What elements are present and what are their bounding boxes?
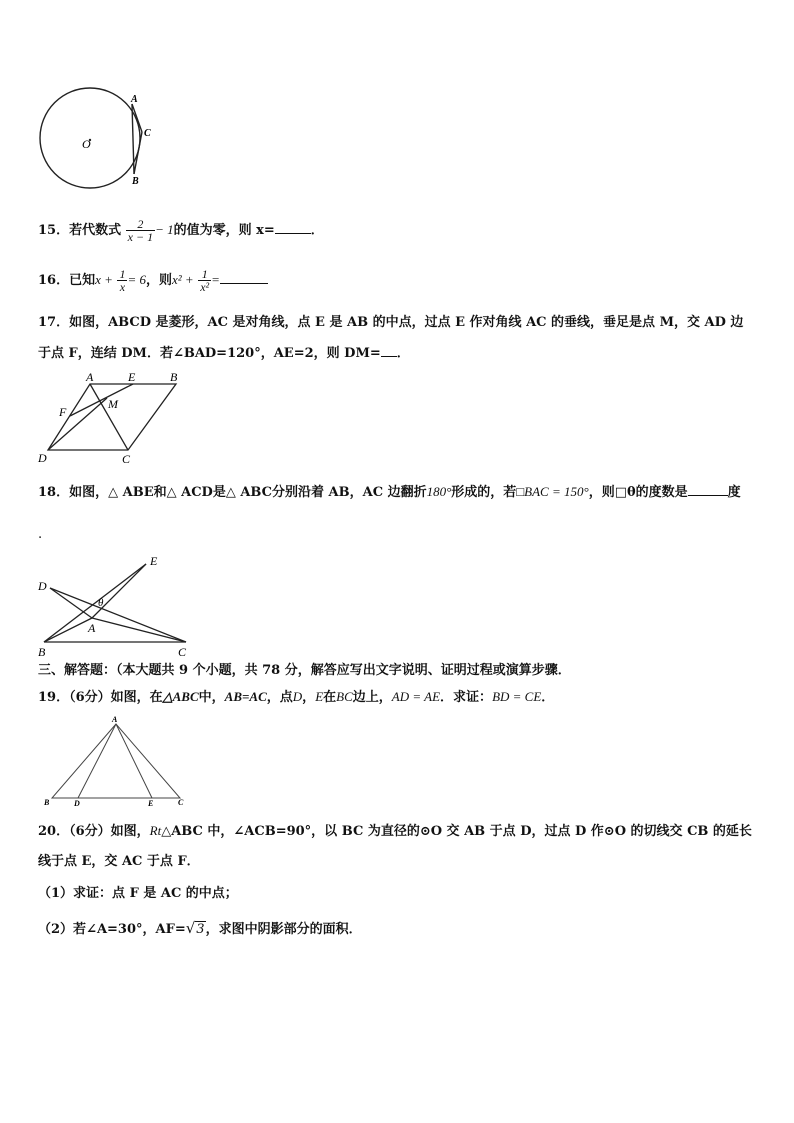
q15-frac-den: x − 1	[127, 230, 154, 244]
q19-mid2: ，点	[266, 690, 293, 705]
q16-frac2-den: x²	[200, 280, 210, 294]
q16-expr1: x +	[95, 272, 113, 287]
label-d: D	[74, 799, 80, 808]
question-16	[38, 268, 268, 293]
q19-end: ．	[541, 690, 555, 705]
q17-line2-pre: 于点 F，连结 DM．若∠BAD=120°，AE=2，则 DM=	[38, 346, 381, 361]
segment-ac	[92, 618, 186, 642]
q15-minus-one: − 1	[155, 222, 174, 237]
label-e: E	[148, 799, 154, 808]
q20-line1	[38, 822, 752, 841]
label-d: D	[38, 579, 47, 593]
rhombus-abcd	[48, 384, 176, 450]
q20-part1: （1）求证：点 F 是 AC 的中点；	[38, 886, 238, 901]
q17-line1: 17．如图，ABCD 是菱形，AC 是对角线，点 E 是 AB 的中点，过点 E 作对角线 AC 的垂线，垂足是点 M，交 AD 边	[38, 315, 744, 330]
figure-isosceles-q19	[40, 714, 190, 810]
q17-line2	[38, 344, 410, 363]
q18-mid2: ，则□θ的度数是	[588, 485, 688, 500]
question-18	[38, 483, 741, 502]
q19-pre: 19．（6分）如图，在	[38, 690, 163, 705]
q16-fraction2	[198, 268, 211, 293]
q19-bc: BC	[336, 689, 353, 704]
label-c: C	[178, 798, 184, 807]
label-a: A	[131, 94, 138, 105]
label-b: B	[44, 798, 50, 807]
label-a: A	[112, 715, 118, 724]
question-19	[38, 688, 554, 707]
q16-pre: 已知	[69, 273, 96, 288]
q19-point-e: E	[315, 689, 324, 704]
figure-folding-q18	[34, 550, 204, 658]
label-c: C	[178, 645, 187, 658]
label-e: E	[150, 554, 158, 568]
q18-answer-blank	[688, 483, 728, 496]
segment-dm	[48, 398, 107, 450]
label-d: D	[38, 451, 47, 465]
q19-point-d: D	[292, 689, 303, 704]
q19-triangle: △ABC	[162, 689, 199, 704]
triangle-abc	[52, 724, 180, 798]
q15-answer-blank	[275, 221, 311, 234]
q18-end: 度	[727, 485, 741, 500]
segment-ae	[92, 564, 146, 618]
segment-ae	[116, 724, 152, 798]
q20-part2-pre: （2）若∠A=30°，AF=	[38, 922, 186, 937]
q17-line2-end: ．	[396, 346, 410, 361]
chord-ac	[132, 104, 142, 132]
label-e: E	[128, 370, 136, 384]
label-c: C	[144, 128, 151, 139]
q15-pre: 若代数式	[69, 223, 122, 238]
q16-frac2-num: 1	[198, 268, 211, 281]
q18-condition: □BAC = 150°	[516, 484, 589, 499]
q15-number: 15．	[38, 223, 70, 238]
figure-circle-q14	[36, 86, 160, 192]
q19-comma: ，	[302, 690, 316, 705]
q17-answer-blank	[381, 344, 397, 357]
q19-mid5: ．求证：	[440, 690, 493, 705]
label-o: O	[82, 137, 91, 151]
sqrt-sign: √	[185, 919, 196, 937]
label-m: M	[108, 397, 118, 411]
q19-cond2: AD = AE	[391, 689, 441, 704]
q19-goal: BD = CE	[492, 689, 542, 704]
q18-angle180: 180°	[426, 484, 452, 499]
q19-cond1: AB=AC	[224, 689, 267, 704]
q20-rt: Rt	[149, 823, 162, 838]
chord-cb	[134, 132, 142, 174]
q16-frac1-num: 1	[119, 267, 126, 281]
q16-number: 16．	[38, 273, 70, 288]
label-b: B	[132, 176, 139, 187]
q18-mid: 形成的，若	[451, 485, 517, 500]
figure-rhombus-q17	[36, 370, 186, 466]
label-b: B	[38, 645, 46, 658]
q18-pre: 18．如图，△ ABE和△ ACD是△ ABC分别沿着 AB，AC 边翻折	[38, 485, 427, 500]
label-a: A	[86, 370, 94, 384]
q16-frac1-den: x	[119, 280, 126, 294]
label-theta: θ	[98, 597, 104, 609]
label-a: A	[88, 621, 96, 635]
q18-dot: .	[38, 527, 43, 542]
segment-da	[50, 588, 92, 618]
q20-line1-pre: 20．（6分）如图，	[38, 824, 150, 839]
label-b: B	[170, 370, 178, 384]
q20-line1-post: △ABC 中，∠ACB=90°，以 BC 为直径的⊙O 交 AB 于点 D，过点 D 作⊙O 的切线交 CB 的延长	[161, 824, 752, 839]
q16-mid: ，则	[145, 273, 172, 288]
q19-mid3: 在	[323, 690, 337, 705]
label-f: F	[59, 405, 67, 419]
q16-eq1: = 6	[127, 272, 146, 287]
q20-part2	[38, 919, 362, 939]
q15-post: 的值为零，则 x=	[173, 223, 275, 238]
q16-fraction1	[117, 268, 127, 293]
label-c: C	[122, 452, 131, 466]
q16-expr2: x² +	[171, 272, 194, 287]
q15-end: ．	[310, 223, 324, 238]
question-15	[38, 218, 324, 243]
q15-fraction	[126, 218, 155, 243]
q16-eq2: =	[211, 272, 220, 287]
diagonal-ac	[90, 384, 128, 450]
q16-answer-blank	[220, 271, 268, 284]
q20-part2-post: ，求图中阴影部分的面积．	[205, 922, 362, 937]
section-3-heading: 三、解答题：（本大题共 9 个小题，共 78 分，解答应写出文字说明、证明过程或演算步骤．	[38, 663, 571, 678]
q15-frac-num: 2	[126, 218, 155, 231]
segment-dc	[50, 588, 186, 642]
q19-mid1: 中，	[198, 690, 225, 705]
segment-ba	[44, 618, 92, 642]
q19-mid4: 边上，	[352, 690, 392, 705]
q20-line2: 线于点 E，交 AC 于点 F．	[38, 854, 200, 869]
q20-sqrt-value: 3	[196, 922, 205, 937]
